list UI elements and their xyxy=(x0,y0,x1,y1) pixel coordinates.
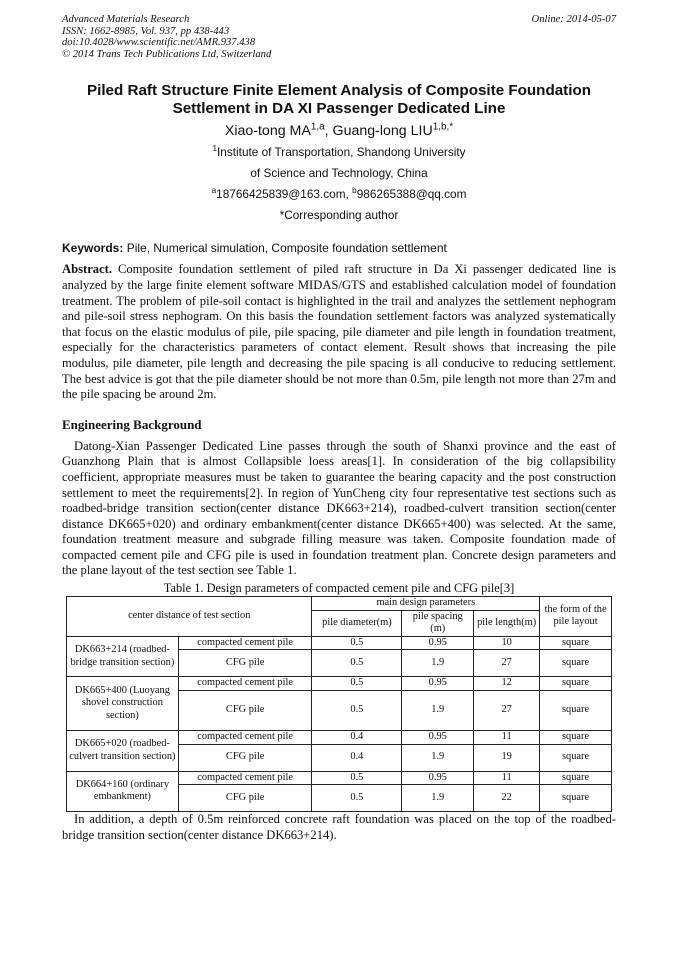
cell-spacing: 1.9 xyxy=(402,650,474,677)
cell-diam: 0.5 xyxy=(312,691,402,731)
affiliation-line-1 xyxy=(62,142,616,163)
cell-length: 10 xyxy=(474,636,540,650)
cell-section: DK665+400 (Luoyang shovel construction section) xyxy=(67,677,179,731)
cell-layout: square xyxy=(540,636,612,650)
cell-layout: square xyxy=(540,771,612,785)
section-paragraph: Datong-Xian Passenger Dedicated Line passes through the south of Shanxi province and the east of Guanzhong Plain that is almost Collapsible loess areas[1]. In consideration of the big collapsibility coefficient, appropriate measures must be taken to guarantee the bearing capacity and the post construction settlement to meet the requirements[2]. In region of YunCheng city four representative test sections such as roadbed-bridge transition section(center distance DK663+214), roadbed-culvert transition section(center distance DK665+020) and ordinary embankment(center distance DK665+400) was selected. At the same, foundation treatment measure and subgrade filling measure was taken. Composite foundation made of compacted cement pile and CFG pile is used in foundation treatment plan. Concrete design parameters and the plane layout of the test section see Table 1. xyxy=(62,438,616,578)
author-1: Xiao-tong MA xyxy=(224,123,311,140)
header-length: pile length(m) xyxy=(474,610,540,636)
cell-layout: square xyxy=(540,691,612,731)
email-b[interactable]: 986265388@qq.com xyxy=(356,187,467,202)
cell-type: compacted cement pile xyxy=(178,731,312,745)
cell-type: CFG pile xyxy=(178,650,312,677)
table-row xyxy=(67,771,612,785)
cell-layout: square xyxy=(540,650,612,677)
abstract-label: Abstract. xyxy=(62,262,113,277)
after-table-paragraph: In addition, a depth of 0.5m reinforced concrete raft foundation was placed on the top of the roadbed-bridge transition section(center distance DK663+214). xyxy=(62,812,616,842)
cell-spacing: 1.9 xyxy=(402,785,474,812)
journal-name: Advanced Materials Research xyxy=(62,14,190,25)
journal-header xyxy=(62,14,616,60)
table-body xyxy=(67,597,612,812)
cell-spacing: 0.95 xyxy=(402,771,474,785)
cell-layout: square xyxy=(540,731,612,745)
authors xyxy=(62,123,616,140)
author-separator: , xyxy=(324,123,333,140)
author-1-sup: 1,a xyxy=(310,121,325,133)
header-main-params: main design parameters xyxy=(312,597,540,611)
cell-diam: 0.5 xyxy=(312,677,402,691)
cell-length: 11 xyxy=(474,771,540,785)
title-line-2: Settlement in DA XI Passenger Dedicated Line xyxy=(172,100,506,118)
cell-spacing: 1.9 xyxy=(402,744,474,771)
cell-type: compacted cement pile xyxy=(178,636,312,650)
cell-diam: 0.5 xyxy=(312,785,402,812)
table-caption: Table 1. Design parameters of compacted cement pile and CFG pile[3] xyxy=(163,581,515,596)
paper-title xyxy=(62,82,616,118)
table-header-row xyxy=(67,597,612,611)
page xyxy=(62,14,616,843)
cell-layout: square xyxy=(540,677,612,691)
section-heading: Engineering Background xyxy=(62,416,202,432)
cell-diam: 0.5 xyxy=(312,650,402,677)
cell-section: DK664+160 (ordinary embankment) xyxy=(67,771,179,812)
design-parameters-table xyxy=(66,596,612,812)
cell-length: 27 xyxy=(474,650,540,677)
issn: ISSN: 1662-8985, Vol. 937, pp 438-443 xyxy=(62,25,230,37)
online-date: Online: 2014-05-07 xyxy=(531,14,616,25)
affil-sup-1: 1 xyxy=(212,144,218,154)
cell-type: compacted cement pile xyxy=(178,677,312,691)
cell-section: DK665+020 (roadbed-culvert transition section) xyxy=(67,731,179,772)
cell-type: CFG pile xyxy=(178,691,312,731)
email-sup-b: b xyxy=(352,186,357,196)
keywords xyxy=(62,241,616,256)
cell-diam: 0.4 xyxy=(312,731,402,745)
emails xyxy=(62,184,616,205)
cell-length: 19 xyxy=(474,744,540,771)
header-center-distance: center distance of test section xyxy=(67,597,312,637)
author-2: Guang-long LIU xyxy=(332,123,433,140)
author-2-sup: 1,b,* xyxy=(432,121,454,133)
cell-length: 27 xyxy=(474,691,540,731)
cell-layout: square xyxy=(540,785,612,812)
header-diameter: pile diameter(m) xyxy=(312,610,402,636)
cell-length: 11 xyxy=(474,731,540,745)
abstract xyxy=(62,262,616,402)
cell-type: CFG pile xyxy=(178,785,312,812)
affil-institute: Institute of Transportation, Shandong University xyxy=(217,145,466,160)
cell-spacing: 1.9 xyxy=(402,691,474,731)
cell-spacing: 0.95 xyxy=(402,677,474,691)
email-sup-a: a xyxy=(211,186,217,196)
affiliation-line-2: of Science and Technology, China xyxy=(250,166,428,181)
cell-length: 22 xyxy=(474,785,540,812)
corresponding-author: *Corresponding author xyxy=(279,208,399,223)
table-row xyxy=(67,731,612,745)
affiliation xyxy=(62,142,616,226)
cell-diam: 0.5 xyxy=(312,636,402,650)
email-a[interactable]: 18766425839@163.com, xyxy=(216,187,353,202)
keywords-label: Keywords: xyxy=(62,241,124,256)
cell-diam: 0.4 xyxy=(312,744,402,771)
cell-type: compacted cement pile xyxy=(178,771,312,785)
keywords-text: Pile, Numerical simulation, Composite foundation settlement xyxy=(123,241,447,256)
cell-diam: 0.5 xyxy=(312,771,402,785)
title-line-1: Piled Raft Structure Finite Element Analysis of Composite Foundation xyxy=(86,82,592,100)
cell-type: CFG pile xyxy=(178,744,312,771)
copyright: © 2014 Trans Tech Publications Ltd, Switzerland xyxy=(62,48,272,60)
cell-spacing: 0.95 xyxy=(402,731,474,745)
cell-spacing: 0.95 xyxy=(402,636,474,650)
header-spacing: pile spacing (m) xyxy=(402,610,474,636)
cell-length: 12 xyxy=(474,677,540,691)
table-row xyxy=(67,636,612,650)
table-row xyxy=(67,677,612,691)
cell-section: DK663+214 (roadbed-bridge transition section) xyxy=(67,636,179,677)
cell-layout: square xyxy=(540,744,612,771)
doi: doi:10.4028/www.scientific.net/AMR.937.438 xyxy=(62,37,256,49)
header-layout: the form of the pile layout xyxy=(540,597,612,637)
abstract-text: Composite foundation settlement of piled raft structure in Da Xi passenger dedicated line is analyzed by the large finite element software MIDAS/GTS and established calculation model of foundation treatment. The problem of pile-soil contact is highlighted in the trail and analyzes the settlement nephogram and pile-soil stress nephogram. On this basis the foundation settlement factors was analyzed systematically that focus on the elastic modulus of pile, pile spacing, pile diameter and pile length in foundation treatment, especially for the characteristics parameters of contact element. Result shows that increasing the pile modulus, pile diameter, pile length and decreasing the pile spacing is all conducive to reducing settlement. The best advice is got that the pile diameter should be not more than 0.5m, pile length not more than 27m and the pile spacing be around 2m. xyxy=(62,262,616,402)
